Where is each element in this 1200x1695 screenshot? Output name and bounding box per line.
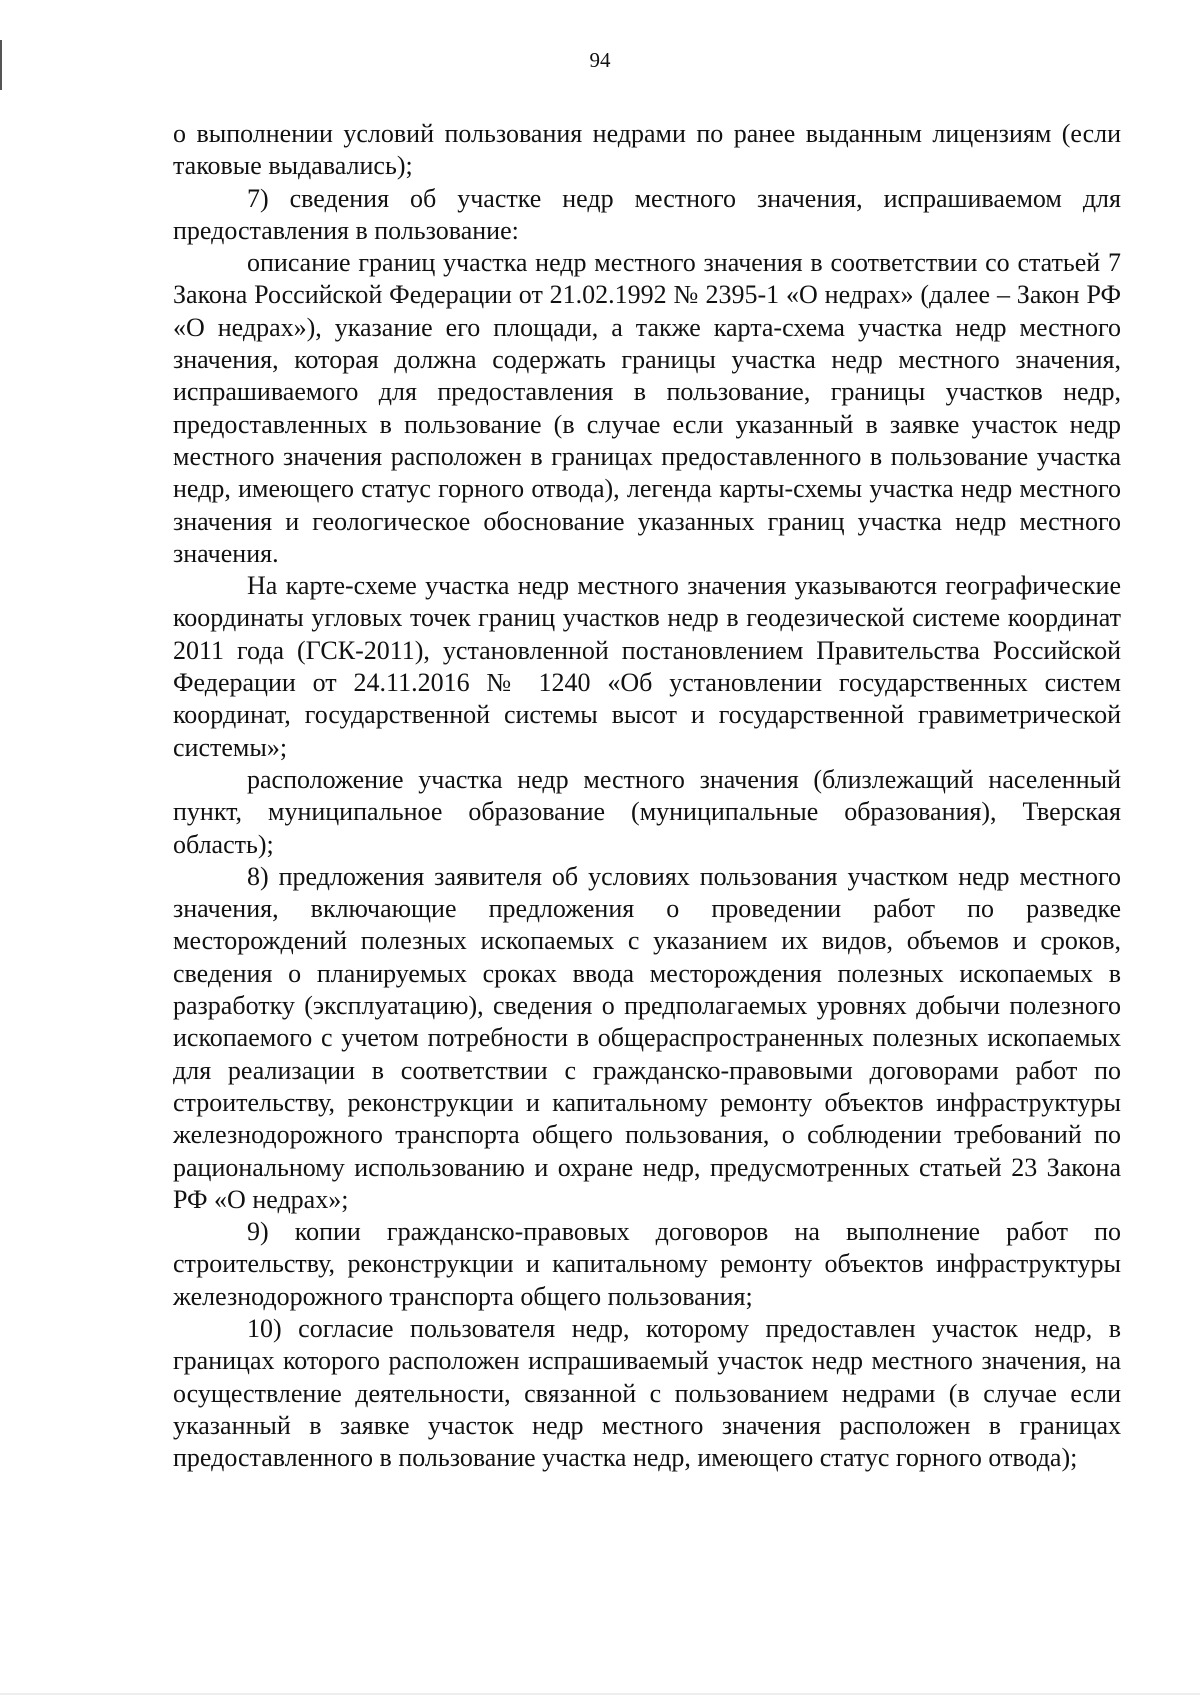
paragraph-continuation: о выполнении условий пользования недрами по ранее выданным лицензиям (если таковые выдавались);: [173, 119, 1121, 181]
paragraph-location: расположение участка недр местного значения (близлежащий населенный пункт, муниципальное образование (муниципальные образования), Тверская область);: [173, 764, 1121, 859]
paragraph-boundary-description: описание границ участка недр местного значения в соответствии со статьей 7 Закона Российской Федерации от 21.02.1992 № 2395-1 «О недрах» (далее – Закон РФ «О недрах»), указание его площади, а также карта-схема участка недр местного значения, которая должна содержать границы участка недр местного значения, испрашиваемого для предоставления в пользование, границы участков недр, предоставленных в пользование (в случае если указанный в заявке участок недр местного значения расположен в границах предоставленного в пользование участка недр, имеющего статус горного отвода), легенда карты-схемы участка недр местного значения и геологическое обоснование указанных границ участка недр местного значения.: [173, 248, 1121, 568]
paragraph-item-7: 7) сведения об участке недр местного значения, испрашиваемом для предоставления в пользование:: [173, 183, 1121, 245]
page-number: 94: [589, 48, 611, 72]
paragraph-item-8: 8) предложения заявителя об условиях пользования участком недр местного значения, включающие предложения о проведении работ по разведке месторождений полезных ископаемых с указанием их видов, объемов и сроков, сведения о планируемых сроках ввода месторождения полезных ископаемых в разработку (эксплуатацию), сведения о предполагаемых уровнях добычи полезного ископаемого с учетом потребности в общераспространенных полезных ископаемых для реализации в соответствии с гражданско-правовыми договорами работ по строительству, реконструкции и капитальному ремонту объектов инфраструктуры железнодорожного транспорта общего пользования, о соблюдении требований по рациональному использованию и охране недр, предусмотренных статьей 23 Закона РФ «О недрах»;: [173, 861, 1121, 1214]
paragraph-item-9: 9) копии гражданско-правовых договоров на выполнение работ по строительству, реконструкции и капитальному ремонту объектов инфраструктуры железнодорожного транспорта общего пользования;: [173, 1217, 1121, 1311]
paragraph-map-coordinates: На карте-схеме участка недр местного значения указываются географические координаты угловых точек границ участков недр в геодезической системе координат 2011 года (ГСК-2011), установленной постановлением Правительства Российской Федерации от 24.11.2016 № 1240 «Об установлении государственных систем координат, государственной системы высот и государственной гравиметрической системы»;: [173, 571, 1121, 762]
document-body: [173, 118, 1121, 1474]
paragraph-item-10: 10) согласие пользователя недр, которому предоставлен участок недр, в границах которого расположен испрашиваемый участок недр местного значения, на осуществление деятельности, связанной с пользованием недрами (в случае если указанный в заявке участок недр местного значения расположен в границах предоставленного в пользование участка недр, имеющего статус горного отвода);: [173, 1313, 1121, 1473]
